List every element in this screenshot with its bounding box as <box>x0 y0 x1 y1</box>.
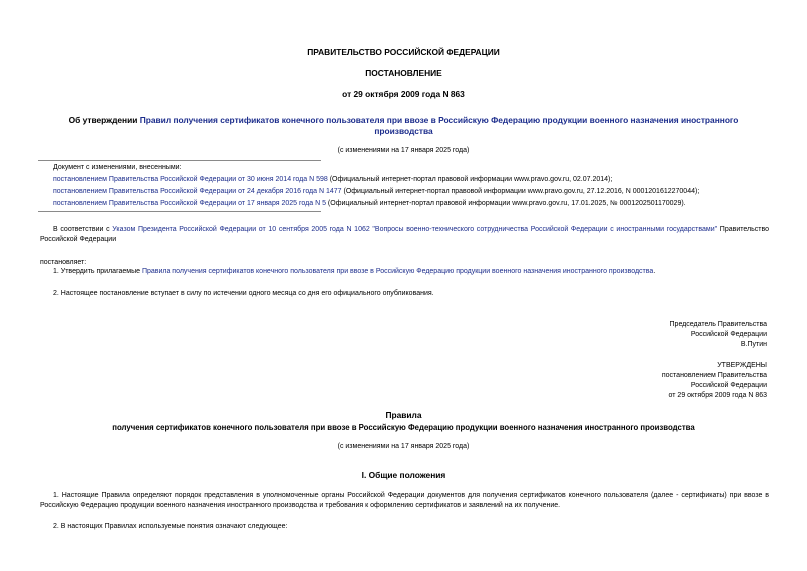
title-prefix: Об утверждении <box>68 115 140 125</box>
approved-country: Российской Федерации <box>690 382 767 389</box>
preamble-suffix: Правительство Российской Федерации <box>40 226 770 243</box>
amendments-block <box>53 163 793 208</box>
item1-prefix: 1. Утвердить прилагаемые <box>53 268 142 275</box>
title-rules-link-line2[interactable]: производства <box>374 126 433 136</box>
approved-label: УТВЕРЖДЕНЫ <box>717 362 767 369</box>
amendment-source: (Официальный интернет-портал правовой информации www.pravo.gov.ru, 27.12.2016, N 0001201612270044); <box>341 188 700 195</box>
rules-revision-note: (с изменениями на 17 января 2025 года) <box>337 443 470 450</box>
approved-by: постановлением Правительства <box>661 372 767 379</box>
signature-country: Российской Федерации <box>690 331 767 338</box>
amendments-bottom-divider <box>38 211 321 212</box>
preamble-paragraph <box>40 225 769 245</box>
signature-block <box>670 320 767 350</box>
decides-text: постановляет: <box>40 259 87 266</box>
amendment-link-1477[interactable]: постановлением Правительства Российской Федерации от 24 декабря 2016 года N 1477 <box>53 188 342 195</box>
amendment-link-5[interactable]: постановлением Правительства Российской Федерации от 17 января 2025 года N 5 <box>53 200 326 207</box>
item-1 <box>40 267 769 277</box>
signature-name: В.Путин <box>740 341 767 348</box>
approved-block <box>662 361 767 401</box>
amendment-item <box>53 175 793 184</box>
item-2: 2. Настоящее постановление вступает в силу по истечении одного месяца со дня его официального опубликования. <box>53 290 434 297</box>
amendment-source: (Официальный интернет-портал правовой информации www.pravo.gov.ru, 02.07.2014); <box>327 176 613 183</box>
item1-suffix: . <box>653 268 656 275</box>
signature-position: Председатель Правительства <box>669 321 767 328</box>
rules-title: Правила <box>385 410 422 420</box>
document-type: ПОСТАНОВЛЕНИЕ <box>365 68 442 78</box>
amendment-source: (Официальный интернет-портал правовой информации www.pravo.gov.ru, 17.01.2025, № 0001202501170029). <box>325 200 686 207</box>
approved-date: от 29 октября 2009 года N 863 <box>668 392 767 399</box>
document-title <box>40 115 767 137</box>
amendment-item <box>53 187 793 196</box>
amendment-link-598[interactable]: постановлением Правительства Российской Федерации от 30 июня 2014 года N 598 <box>53 176 328 183</box>
section-1-title: I. Общие положения <box>361 470 446 480</box>
amendments-intro: Документ с изменениями, внесенными: <box>53 164 182 171</box>
amendment-item <box>53 199 793 208</box>
rules-paragraph-1: 1. Настоящие Правила определяют порядок представления в уполномоченные органы Российской Федерации документов для получения сертификатов конечного пользователя (далее - сертификаты) при ввозе в Российскую Федерацию продукции военного назначения иностранного производства и требования к оформлению сертификатов и заявлений на их получение. <box>40 492 769 509</box>
rules-paragraph-2: 2. В настоящих Правилах используемые понятия означают следующее: <box>53 523 288 530</box>
title-rules-link[interactable]: Правил получения сертификатов конечного пользователя при ввозе в Российскую Федерацию продукции военного назначения иностранного <box>139 115 739 125</box>
preamble-prefix: В соответствии с <box>53 226 113 233</box>
amendments-top-divider <box>38 160 321 161</box>
approved-rules-link[interactable]: Правила получения сертификатов конечного пользователя при ввозе в Российскую Федерацию продукции военного назначения иностранного производства <box>141 268 654 275</box>
document-date-number: от 29 октября 2009 года N 863 <box>342 89 465 99</box>
presidential-decree-link[interactable]: Указом Президента Российской Федерации от 10 сентября 2005 года N 1062 "Вопросы военно-технического сотрудничества Российской Федерации с иностранными государствами" <box>112 226 718 233</box>
rules-subtitle: получения сертификатов конечного пользователя при ввозе в Российскую Федерацию продукции военного назначения иностранного производства <box>112 423 695 432</box>
government-name: ПРАВИТЕЛЬСТВО РОССИЙСКОЙ ФЕДЕРАЦИИ <box>307 47 500 57</box>
revision-note: (с изменениями на 17 января 2025 года) <box>337 147 470 154</box>
